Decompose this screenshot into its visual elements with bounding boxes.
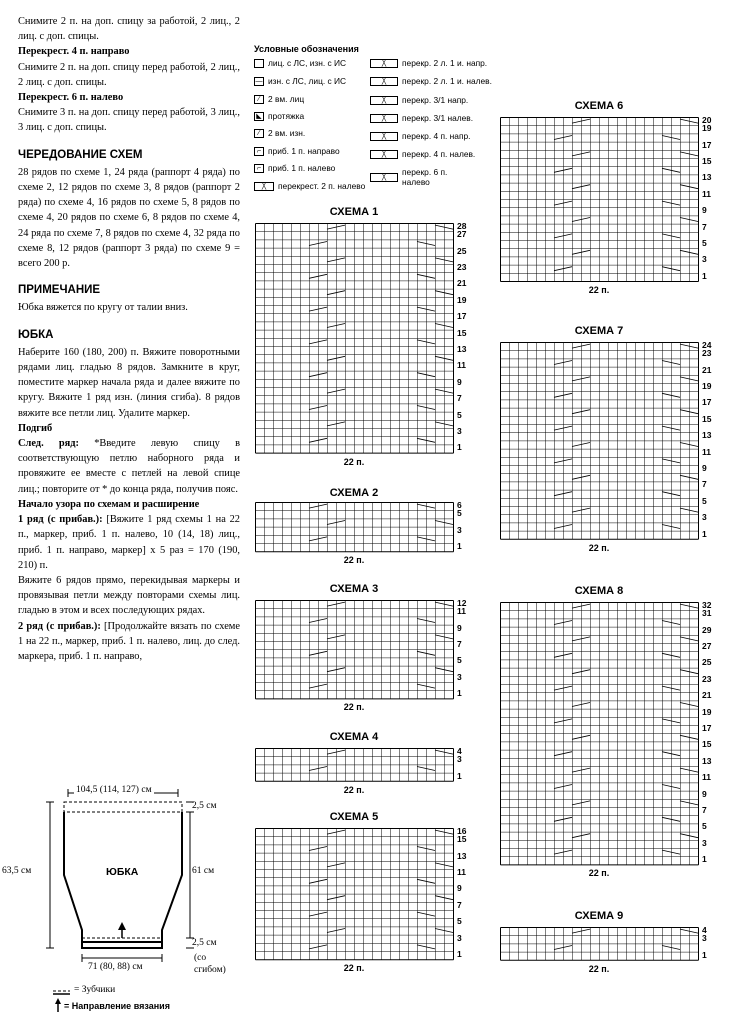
skirt-fold-note: (со сгибом)	[194, 953, 226, 975]
row2-label: 2 ряд (с прибав.):	[18, 620, 101, 632]
cable-mark	[309, 274, 435, 278]
six-rows-paragraph: Вяжите 6 рядов прямо, перекидывая маркеры и провязывая петли между повторами схемы лиц. гладью в этом и всех последующих рядах.	[18, 574, 240, 617]
row-number-label: 7	[457, 899, 462, 910]
cable-mark	[554, 785, 680, 789]
legend-symbol-icon: ╳	[370, 150, 398, 159]
cable-mark	[572, 834, 698, 838]
knitting-chart-grid	[255, 223, 483, 455]
row-number-label: 21	[702, 690, 712, 701]
legend-symbol-icon: ╳	[370, 114, 398, 123]
cable-mark	[327, 635, 453, 639]
row-number-label: 3	[457, 671, 462, 682]
legend-label: приб. 1 п. направо	[268, 146, 340, 156]
chart-title: СХЕМА 6	[574, 100, 624, 112]
row2-paragraph	[18, 619, 240, 665]
skirt-outline	[0, 780, 250, 1024]
row-number-label: 19	[702, 706, 712, 717]
cable-mark	[309, 847, 435, 851]
legend-direction: = Направление вязания	[64, 1001, 170, 1011]
cable-mark	[327, 830, 453, 834]
skirt-paragraph: Наберите 160 (180, 200) п. Вяжите поворотными рядами лиц. гладью 8 рядов. Замкните в круг, поместите маркер начала ряда и далее вяжите по кругу. Вяжите 1 ряд изн. (линия сгиба). 8 рядов вяжите все петли лиц. Удалите маркер.	[18, 346, 240, 419]
legend-item	[370, 113, 473, 123]
row1-paragraph	[18, 512, 240, 573]
skirt-top-width: 104,5 (114, 127) см	[76, 785, 152, 795]
legend-item	[370, 95, 468, 105]
cable-mark	[572, 670, 698, 674]
legend-symbol-icon: —	[255, 77, 263, 85]
legend-symbol-icon: ⁄	[254, 95, 264, 104]
row-number-label: 1	[702, 528, 707, 539]
cable-mark	[572, 185, 698, 189]
legend-item	[370, 76, 492, 86]
row-number-label: 19	[702, 123, 712, 134]
knitting-chart-grid	[500, 342, 728, 541]
row-number-label: 7	[702, 221, 707, 232]
section-heading-alternation: ЧЕРЕДОВАНИЕ СХЕМ	[18, 148, 143, 161]
subheading-cross6: Перекрест. 6 п. налево	[18, 92, 124, 104]
row-number-label: 16	[457, 826, 467, 836]
row-number-label: 20	[702, 115, 712, 125]
legend-symbol-icon: ◣	[254, 112, 264, 121]
row-number-label: 5	[457, 409, 462, 420]
section-heading-skirt: ЮБКА	[18, 328, 54, 341]
row1-label: 1 ряд (с прибав.):	[18, 514, 103, 526]
row-number-label: 11	[702, 446, 711, 457]
knitting-chart-grid	[255, 502, 483, 553]
cable-mark	[327, 291, 453, 295]
row-number-label: 4	[702, 925, 707, 935]
legend-label: перекрест. 2 п. налево	[278, 181, 366, 191]
cable-mark	[327, 356, 453, 360]
alternation-paragraph: 28 рядов по схеме 1, 24 ряда (раппорт 4 ряда) по схеме 2, 12 рядов по схеме 3, 8 рядов (раппорт 2 ряда) по схеме 4, 16 рядов по схеме 5, 8 рядов по схеме 4, 20 рядов по схеме 6, 8 рядов по схеме 4, 24 ряда по схеме 7, 8 рядов по схеме 4, 32 ряда по схеме 8, 12 рядов (раппорт 3 ряда) по схеме 9 = всего 200 р.	[18, 166, 240, 270]
cable-mark	[554, 267, 680, 271]
row-number-label: 3	[702, 254, 707, 265]
skirt-bottom-band: 2,5 см	[192, 938, 217, 948]
cable-mark	[327, 863, 453, 867]
cable-mark	[554, 850, 680, 854]
row-number-label: 17	[702, 139, 712, 150]
legend-label: перекр. 4 п. налев.	[402, 149, 476, 159]
row-number-label: 19	[702, 381, 712, 391]
cable-mark	[327, 225, 453, 229]
row-number-label: 13	[457, 850, 467, 861]
row-number-label: 3	[702, 512, 707, 523]
row-number-label: 11	[702, 772, 711, 783]
cable-mark	[572, 152, 698, 156]
row-number-label: 17	[702, 397, 712, 408]
row-number-label: 13	[702, 172, 712, 183]
cable-mark	[572, 410, 698, 414]
legend-symbol-icon: ╳	[370, 96, 398, 105]
row-number-label: 15	[702, 156, 712, 166]
cable-mark	[327, 324, 453, 328]
subheading-hem: Подгиб	[18, 422, 53, 434]
cable-mark	[554, 752, 680, 756]
chart-stitch-count: 22 п.	[343, 963, 365, 974]
row-number-label: 1	[457, 688, 462, 699]
row-number-label: 24	[702, 340, 712, 350]
cable-mark	[309, 767, 435, 771]
skirt-bottom-width: 71 (80, 88) см	[88, 962, 143, 972]
cable-mark	[572, 344, 698, 348]
chart-title: СХЕМА 8	[574, 585, 624, 597]
cable-mark	[554, 817, 680, 821]
legend-symbol-icon: ⁄	[254, 129, 264, 138]
row-number-label: 6	[457, 500, 462, 510]
cable-mark	[309, 340, 435, 344]
cable-mark	[327, 602, 453, 606]
legend-symbol-icon: ╳	[254, 182, 274, 191]
row-number-label: 5	[702, 495, 707, 506]
cable-mark	[309, 438, 435, 442]
symbol-legend	[254, 44, 504, 57]
cable-mark	[554, 686, 680, 690]
row-number-label: 1	[457, 442, 462, 453]
legend-item	[254, 94, 304, 104]
row-number-label: 23	[702, 673, 712, 684]
legend-label: 2 вм. изн.	[268, 128, 306, 138]
cable-mark	[572, 475, 698, 479]
cable-mark	[554, 653, 680, 657]
row-number-label: 1	[702, 949, 707, 960]
legend-item	[254, 163, 335, 173]
cable-mark	[309, 406, 435, 410]
cable-mark	[554, 459, 680, 463]
knitting-chart-grid	[500, 927, 728, 962]
cable-mark	[572, 119, 698, 123]
legend-title: Условные обозначения	[254, 44, 359, 54]
row-number-label: 7	[702, 479, 707, 490]
cable-mark	[327, 389, 453, 393]
row-number-label: 27	[702, 641, 712, 651]
row-number-label: 7	[457, 393, 462, 404]
row-number-label: 15	[457, 327, 467, 338]
row-number-label: 32	[702, 600, 712, 610]
cable-mark	[554, 393, 680, 397]
chart-stitch-count: 22 п.	[343, 456, 365, 467]
chart-stitch-count: 22 п.	[588, 542, 610, 553]
row-number-label: 9	[457, 883, 462, 894]
cable-mark	[554, 621, 680, 625]
cable-mark	[309, 619, 435, 623]
legend-label: перекр. 3/1 налев.	[402, 113, 474, 123]
cable-mark	[572, 703, 698, 707]
cable-mark	[572, 768, 698, 772]
row-number-label: 17	[702, 723, 712, 733]
cable-mark	[327, 668, 453, 672]
legend-item	[370, 58, 487, 68]
cable-mark	[554, 525, 680, 529]
cable-mark	[309, 684, 435, 688]
chart-stitch-count: 22 п.	[343, 702, 365, 713]
cable-mark	[554, 234, 680, 238]
row-number-label: 19	[457, 294, 467, 305]
chart-stitch-count: 22 п.	[588, 868, 610, 879]
row-number-label: 17	[457, 311, 467, 322]
row-number-label: 5	[457, 916, 462, 927]
cable-mark	[309, 307, 435, 311]
cable-mark	[572, 801, 698, 805]
legend-label: изн. с ЛС, лиц. с ИС	[268, 76, 347, 86]
row-number-label: 15	[702, 413, 712, 424]
legend-symbol-icon: ╳	[370, 132, 398, 141]
row-number-label: 7	[702, 805, 707, 815]
row-number-label: 13	[702, 430, 712, 441]
cable-mark	[327, 929, 453, 933]
legend-item	[254, 111, 304, 121]
row-number-label: 29	[702, 624, 712, 635]
row-number-label: 11	[457, 867, 466, 877]
row-number-label: 21	[702, 364, 712, 375]
cable-mark	[554, 426, 680, 430]
cable-mark	[572, 929, 698, 933]
skirt-name: ЮБКА	[106, 866, 139, 878]
legend-label: лиц. с ЛС, изн. с ИС	[268, 58, 347, 68]
row-number-label: 25	[457, 245, 467, 256]
cable-mark	[554, 492, 680, 496]
legend-label: перекр. 3/1 напр.	[402, 95, 469, 105]
knitting-chart-grid	[255, 828, 483, 961]
row-number-label: 9	[457, 376, 462, 387]
row-number-label: 13	[457, 344, 467, 354]
next-row-paragraph	[18, 436, 240, 497]
legend-item	[254, 128, 305, 138]
row-number-label: 1	[457, 949, 462, 959]
row-number-label: 1	[702, 854, 707, 865]
knitting-chart-grid	[500, 602, 728, 866]
legend-symbol-icon: ╳	[370, 59, 398, 68]
chart-title: СХЕМА 1	[329, 206, 379, 218]
cable-mark	[327, 896, 453, 900]
cable-mark	[309, 537, 435, 541]
legend-item	[254, 146, 340, 156]
row-number-label: 1	[457, 770, 462, 781]
knitting-chart-grid	[255, 600, 483, 700]
cable-mark	[572, 377, 698, 381]
row-number-label: 13	[702, 755, 712, 766]
legend-item	[370, 167, 472, 187]
legend-label: приб. 1 п. налево	[268, 163, 336, 173]
note-paragraph: Юбка вяжется по кругу от талии вниз.	[18, 302, 188, 314]
cable-mark	[572, 508, 698, 512]
cable-mark	[327, 750, 453, 754]
skirt-height-body: 61 см	[192, 866, 215, 876]
legend-item	[254, 181, 365, 191]
cable-mark	[572, 218, 698, 222]
row-number-label: 9	[702, 788, 707, 799]
row-number-label: 1	[457, 541, 462, 551]
row-number-label: 9	[457, 622, 462, 633]
chart-stitch-count: 22 п.	[343, 784, 365, 795]
legend-label: 2 вм. лиц	[268, 94, 305, 104]
legend-item	[254, 58, 346, 68]
row2-text: [Продолжайте вязать по схеме 1 на 22 п., маркер, приб. 1 п. налево, лиц. до след. маркера, приб. 1 п. направо,	[18, 620, 240, 662]
row-number-label: 3	[457, 932, 462, 943]
cable-mark	[572, 637, 698, 641]
subheading-pattern-start: Начало узора по схемам и расширение	[18, 498, 200, 510]
row-number-label: 11	[457, 606, 466, 617]
chart-title: СХЕМА 9	[574, 910, 624, 922]
row-number-label: 3	[702, 837, 707, 848]
row-number-label: 9	[702, 205, 707, 216]
cable-mark	[327, 258, 453, 262]
legend-item	[370, 149, 475, 159]
cable-mark	[572, 604, 698, 608]
cable-mark	[309, 651, 435, 655]
cable-mark	[554, 201, 680, 205]
row-number-label: 5	[702, 238, 707, 248]
legend-item	[370, 131, 470, 141]
row1-text: [Вяжите 1 ряд схемы 1 на 22 п., маркер, приб. 1 п. налево, 10 (14, 18) лиц., приб. 1 п. направо, маркер] x 5 раз = 170 (190, 210) п.	[18, 514, 240, 571]
row-number-label: 7	[457, 639, 462, 649]
cable-mark	[554, 168, 680, 172]
section-heading-note: ПРИМЕЧАНИЕ	[18, 284, 101, 297]
next-row-text: *Введите левую спицу в соответствующую петлю наборного ряда и провяжите ее вместе с петлей на левой спице лиц.; повторите от * до конца ряда, получив пояс.	[18, 438, 240, 495]
row-number-label: 15	[457, 834, 467, 845]
legend-symbol-icon: ⌐	[254, 147, 264, 156]
row-number-label: 3	[457, 426, 462, 436]
legend-symbol-icon: ╳	[370, 77, 398, 86]
cable-mark	[554, 361, 680, 365]
row-number-label: 3	[457, 524, 462, 535]
row-number-label: 21	[457, 278, 467, 289]
cable-mark	[572, 443, 698, 447]
row-number-label: 15	[702, 739, 712, 750]
row-number-label: 11	[702, 188, 711, 199]
cable-mark	[309, 504, 435, 508]
cable-mark	[309, 242, 435, 246]
cable-mark	[572, 735, 698, 739]
cable-mark	[309, 912, 435, 916]
chart-stitch-count: 22 п.	[343, 555, 365, 566]
chart-title: СХЕМА 7	[574, 325, 624, 337]
skirt-top-band: 2,5 см	[192, 801, 217, 811]
row-number-label: 3	[457, 754, 462, 765]
row-number-label: 5	[457, 508, 462, 519]
chart-stitch-count: 22 п.	[588, 285, 610, 295]
legend-label: перекр. 4 п. напр.	[402, 131, 471, 141]
cable-mark	[327, 521, 453, 525]
legend-label: протяжка	[268, 111, 305, 121]
instruction-paragraph: Снимите 3 п. на доп. спицу перед работой, 3 лиц., 3 лиц. с доп. спицы.	[18, 107, 240, 134]
legend-symbol-icon: ⌐	[254, 164, 264, 173]
legend-label: перекр. 2 л. 1 и. налев.	[402, 76, 492, 86]
cable-mark	[309, 945, 435, 949]
row-number-label: 23	[457, 262, 467, 272]
row-number-label: 12	[457, 598, 467, 608]
instructions-column	[18, 14, 240, 664]
cable-mark	[554, 136, 680, 140]
cable-mark	[554, 946, 680, 950]
row-number-label: 23	[702, 348, 712, 359]
cable-mark	[554, 719, 680, 723]
legend-symbol-icon	[254, 59, 264, 68]
legend-picot: = Зубчики	[74, 985, 116, 995]
row-number-label: 28	[457, 221, 467, 231]
row-number-label: 27	[457, 229, 467, 240]
row-number-label: 25	[702, 657, 712, 668]
legend-item	[254, 76, 346, 86]
subheading-cross4: Перекрест. 4 п. направо	[18, 46, 130, 58]
cable-mark	[572, 250, 698, 254]
skirt-height-total: 63,5 см	[2, 866, 32, 876]
knitting-chart-grid	[255, 748, 483, 783]
row-number-label: 31	[702, 608, 712, 619]
chart-title: СХЕМА 2	[329, 487, 379, 499]
instruction-paragraph: Снимите 2 п. на доп. спицу за работой, 2 лиц., 2 лиц. с доп. спицы.	[18, 16, 240, 43]
chart-title: СХЕМА 4	[329, 731, 379, 743]
row-number-label: 1	[702, 270, 707, 281]
row-number-label: 11	[457, 360, 466, 371]
skirt-diagram	[0, 780, 250, 1024]
cable-mark	[309, 373, 435, 377]
chart-title: СХЕМА 5	[329, 811, 379, 823]
row-number-label: 5	[457, 655, 462, 666]
chart-stitch-count: 22 п.	[588, 963, 610, 974]
knitting-chart-grid	[500, 117, 728, 283]
cable-mark	[309, 879, 435, 883]
row-number-label: 9	[702, 463, 707, 473]
legend-label: перекр. 2 л. 1 и. напр.	[402, 58, 488, 68]
row-number-label: 3	[702, 933, 707, 944]
instruction-paragraph: Снимите 2 п. на доп. спицу перед работой, 2 лиц., 2 лиц. с доп. спицы.	[18, 61, 240, 88]
row-number-label: 4	[457, 746, 462, 756]
legend-symbol-icon: ╳	[370, 173, 398, 182]
cable-mark	[327, 422, 453, 426]
next-row-label: След. ряд:	[18, 438, 79, 450]
legend-label: перекр. 6 п. налево	[402, 167, 448, 187]
row-number-label: 5	[702, 821, 707, 832]
chart-title: СХЕМА 3	[329, 583, 379, 595]
